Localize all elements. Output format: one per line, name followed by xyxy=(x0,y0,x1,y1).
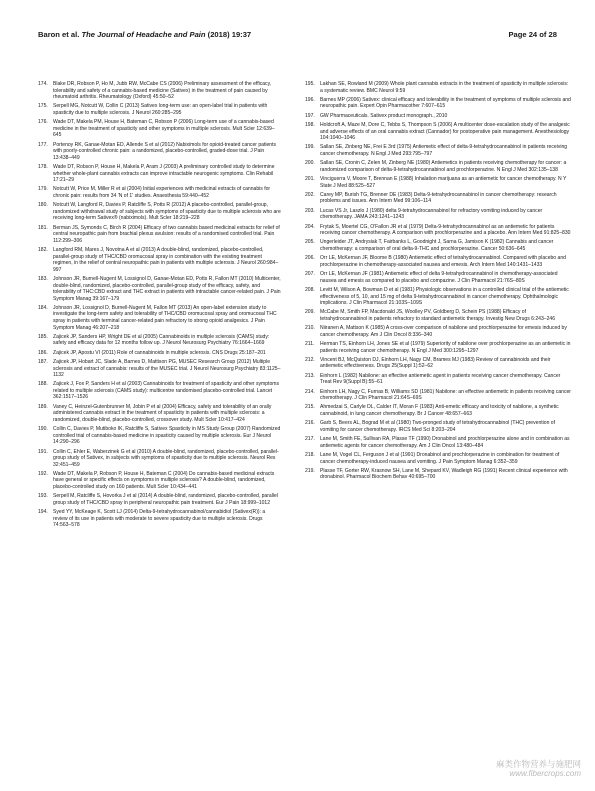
page-number: Page 24 of 28 xyxy=(508,30,557,39)
reference-number: 189. xyxy=(38,403,48,410)
reference-text: Levitt M, Wilson A, Bowman D et al (1981) Physiologic observations in a controlled clinical trial of the antiemetic effectiveness of 5, 10, and 15 mg of delta 9-tetrahydrocannabinol in cancer chemotherapy. Ophthalmologic implications. J Clin Pharmacol 21:103S–109S xyxy=(320,286,569,307)
reference-item xyxy=(38,359,281,379)
reference-text: Zajicek JP, Sanders HP, Wright DE et al (2005) Cannabinoids in multiple sclerosis (CAMS) study: safety and efficacy data for 12 months follow up. J Neurol Neurosurg Psychiatry 76:1664–1669 xyxy=(53,333,270,347)
reference-item xyxy=(305,389,571,402)
reference-number: 194. xyxy=(38,509,48,516)
reference-number: 214. xyxy=(305,388,315,395)
reference-text: Zajicek JP, Hobart JC, Slade A, Barnes D, Mattison PG, MUSEC Research Group (2012) Multiple sclerosis and extract of cannabis: results of the MUSEC trial. J Neurol Neurosurg Psychiatry 83:1125–1132 xyxy=(53,358,281,379)
reference-text: Niiranen A, Mattson K (1985) A cross-over comparison of nabilone and prochlorperazine for emesis induced by cancer chemotherapy. Am J Clin Oncol 8:336–340 xyxy=(320,325,567,338)
reference-text: Wade DT, Robson P, House H, Makela P, Aram J (2003) A preliminary controlled study to determine whether whole-plant cannabis extracts can improve intractable neurogenic symptoms. Clin Rehabil 17:21–29 xyxy=(53,164,275,184)
reference-number: 195. xyxy=(305,81,315,87)
reference-number: 210. xyxy=(305,325,315,332)
reference-text: Carey MP, Burish TG, Brenner DE (1983) Delta-9-tetrahydrocannabinol in cancer chemotherapy: research problems and issues. Ann Intern Med 99:106–114 xyxy=(320,191,557,205)
references-left-column xyxy=(38,81,281,532)
reference-item xyxy=(38,305,281,331)
reference-text: Ungerleider JT, Andrysiak T, Fairbanks L, Goodnight J, Sarna G, Jamison K (1982) Cannabis and cancer chemotherapy: a comparison of oral delta-9-THC and prochlorperazine. Cancer 50:636–645 xyxy=(320,239,554,252)
reference-text: Barnes MP (2006) Sativex: clinical efficacy and tolerability in the treatment of symptoms of multiple sclerosis and neuropathic pain. Expert Opin Pharmacother 7:607–615 xyxy=(320,96,571,110)
reference-text: Zajicek JP, Apostu VI (2011) Role of cannabinoids in multiple sclerosis. CNS Drugs 25:187–201 xyxy=(53,349,266,356)
reference-number: 203. xyxy=(305,207,315,214)
reference-item xyxy=(38,381,281,401)
reference-number: 186. xyxy=(38,349,48,356)
reference-text: GW Pharmaceuticals. Sativex product monograph., 2010 xyxy=(320,112,448,119)
reference-number: 211. xyxy=(305,341,315,348)
reference-item xyxy=(305,357,571,370)
reference-number: 215. xyxy=(305,404,315,411)
reference-text: Wade DT, Makela P, Robson P, House H, Bateman C (2004) Do cannabis-based medicinal extracts have general or specific effects on symptoms in multiple sclerosis? A double-blind, randomized, placebo-controlled study on 160 patients. Mult Scler 10:434–441 xyxy=(53,470,275,491)
reference-item xyxy=(305,239,571,252)
reference-text: Notcutt W, Price M, Miller R et al (2004) Initial experiences with medicinal extracts of cannabis for chronic pain: results from 34 'N of 1' studies. Anaesthesia 59:440–452 xyxy=(53,186,271,199)
reference-item xyxy=(38,142,281,162)
reference-item xyxy=(38,164,281,184)
reference-text: Serpell MG, Notcutt W, Collin C (2013) Sativex long-term use: an open-label trial in patients with spasticity due to multiple sclerosis. J Neurol 260:285–295 xyxy=(53,103,268,116)
header-journal: The Journal of Headache and Pain xyxy=(81,30,206,39)
reference-text: Holdcroft A, Maze M, Dore C, Tebbs S, Thompson S (2006) A multicenter dose-escalation study of the analgesic and adverse effects of an oral cannabis extract (Cannador) for postoperative pain management. Anesthesiology 104:1040–1046 xyxy=(320,121,570,142)
reference-item xyxy=(305,373,571,386)
reference-item xyxy=(305,208,571,221)
reference-item xyxy=(305,271,571,284)
reference-text: Syed YY, McKeage K, Scott LJ (2014) Delta-9-tetrahydrocannabinol/cannabidiol (Sativex(R)): a review of its use in patients with moderate to severe spasticity due to multiple sclerosis. Drugs 74:563–578 xyxy=(53,509,266,529)
reference-item xyxy=(38,426,281,446)
reference-text: Zajicek J, Fox P, Sanders H et al (2003) Cannabinoids for treatment of spasticity and other symptoms related to multiple sclerosis (CAMS study): multicentre randomised placebo-controlled trial. Lancet 362:1517–1526 xyxy=(53,381,280,401)
reference-text: Herman TS, Einhorn LH, Jones SE et al (1979) Superiority of nabilone over prochlorperazine as an antiemetic in patients receiving cancer chemotherapy. N Engl J Med 300:1295–1297 xyxy=(320,341,571,354)
reference-item xyxy=(305,144,571,157)
reference-item xyxy=(38,404,281,424)
reference-item xyxy=(38,509,281,529)
reference-number: 178. xyxy=(38,164,48,171)
watermark xyxy=(496,759,581,779)
reference-text: Johnson JR, Lossignol D, Burnell-Nugent M, Fallon MT (2013) An open-label extension study to investigate the long-term safety and tolerability of THC/CBD oromucosal spray and oromucosal THC spray in patients with terminal cancer-related pain refractory to strong opioid analgesics. J Pain Symptom Manag 46:207–218 xyxy=(53,304,277,331)
header-authors: Baron et al. xyxy=(38,30,80,39)
reference-text: Notcutt W, Langford R, Davies P, Ratcliffe S, Potts R (2012) A placebo-controlled, parallel-group, randomized withdrawal study of subjects with symptoms of spasticity due to multiple sclerosis who are receiving long-term Sativex® (nabiximols). Mult Scler 18:219–228 xyxy=(53,202,281,222)
reference-text: Johnson JR, Burnell-Nugent M, Lossignol D, Ganae-Motan ED, Potts R, Fallon MT (2010) Multicenter, double-blind, randomized, placebo-controlled, parallel-group study of the efficacy, safety, and tolerability of THC:CBD extract and THC extract in patients with intractable cancer-related pain. J Pain Symptom Manag 39:167–179 xyxy=(53,275,281,302)
reference-text: Collin C, Davies P, Mutiboko IK, Ratcliffe S, Sativex Spasticity in MS Study Group (2007) Randomized controlled trial of cannabis-based medicine in spasticity caused by multiple sclerosis. Eur J Neurol 14:290–296 xyxy=(53,426,281,446)
reference-number: 198. xyxy=(305,121,315,128)
reference-item xyxy=(38,81,281,101)
reference-item xyxy=(38,449,281,469)
reference-item xyxy=(305,341,571,354)
references-body xyxy=(38,81,571,771)
reference-number: 197. xyxy=(305,112,315,119)
reference-item xyxy=(305,122,571,142)
reference-item xyxy=(38,471,281,491)
reference-number: 185. xyxy=(38,333,48,340)
reference-text: McCabe M, Smith FP, Macdonald JS, Woolley PV, Goldberg D, Schein PS (1988) Efficacy of tetrahydrocannabinol in patients refractory to standard antiemetic therapy. Investig New Drugs 6:243–246 xyxy=(320,309,556,322)
reference-number: 204. xyxy=(305,223,315,230)
reference-text: Vincent BJ, McQuiston DJ, Einhorn LH, Nagy CM, Brames MJ (1983) Review of cannabinoids and their antiemetic effectiveness. Drugs 25(Suppl 1):52–62 xyxy=(320,356,551,370)
reference-number: 212. xyxy=(305,356,315,363)
references-right-column xyxy=(305,81,571,484)
watermark-title: 麻类作物营养与施肥网 xyxy=(495,759,581,769)
reference-number: 174. xyxy=(38,81,48,87)
reference-number: 175. xyxy=(38,103,48,110)
reference-text: Garb S, Beers AL, Bograd M et al (1980) Two-pronged study of tetrahydrocannabinol (THC) prevention of vomiting for cancer chemotherapy. IRCS Med Sci 8:203–204 xyxy=(320,420,555,433)
reference-item xyxy=(38,350,281,357)
reference-item xyxy=(305,255,571,268)
reference-item xyxy=(305,81,571,94)
reference-item xyxy=(305,192,571,205)
reference-item xyxy=(305,113,571,120)
reference-text: Vaney C, Heinzel-Gutenbrunner M, Jobin P et al (2004) Efficacy, safety and tolerability of an orally administered cannabis extract in the treatment of spasticity in patients with multiple sclerosis: a randomized, double-blind, placebo-controlled, crossover study. Mult Scler 10:417–424 xyxy=(53,403,272,423)
reference-item xyxy=(38,103,281,116)
reference-number: 176. xyxy=(38,119,48,126)
reference-text: Langford RM, Mares J, Novotna A et al (2013) A double-blind, randomized, placebo-controlled, parallel-group study of THC/CBD oromucosal spray in combination with the existing treatment regimen, in the relief of central neuropathic pain in patients with multiple sclerosis. J Neurol 260:984–997 xyxy=(53,247,279,273)
reference-number: 200. xyxy=(305,160,315,167)
reference-text: Lane M, Vogel CL, Ferguson J et al (1991) Dronabinol and prochlorperazine in combination for treatment of cancer chemotherapy-induced nausea and vomiting. J Pain Symptom Manag 6:352–359 xyxy=(320,451,560,465)
reference-item xyxy=(38,276,281,302)
reference-item xyxy=(305,420,571,433)
reference-item xyxy=(305,176,571,189)
reference-text: Serpell M, Ratcliffe S, Hovorka J et al (2014) A double-blind, randomized, placebo-controlled, parallel group study of THC/CBD spray in peripheral neuropathic pain treatment. Eur J Pain 18:999–1012 xyxy=(53,493,278,506)
reference-number: 188. xyxy=(38,381,48,388)
reference-item xyxy=(38,186,281,199)
reference-number: 183. xyxy=(38,275,48,282)
reference-number: 199. xyxy=(305,144,315,151)
reference-text: Ahmedzai S, Carlyle DL, Calder IT, Moran F (1983) Anti-emetic efficacy and toxicity of nabilone, a synthetic cannabinoid, in lung cancer chemotherapy. Br J Cancer 48:657–663 xyxy=(320,404,559,417)
reference-number: 196. xyxy=(305,96,315,103)
reference-number: 202. xyxy=(305,191,315,198)
reference-number: 201. xyxy=(305,176,315,183)
reference-text: Lakhan SE, Rowland M (2009) Whole plant cannabis extracts in the treatment of spasticity in multiple sclerosis: a systematic review. BMC Neurol 9:59 xyxy=(320,81,569,94)
reference-number: 187. xyxy=(38,358,48,365)
reference-item xyxy=(38,334,281,347)
reference-item xyxy=(38,247,281,273)
reference-item xyxy=(305,309,571,322)
reference-text: Orr LE, McKernan JF (1981) Antiemetic effect of delta 9-tetrahydrocannabinol in chemotherapy-associated nausea and emesis as compared to placebo and compazine. J Clin Pharmacol 21:76S–80S xyxy=(320,271,558,284)
reference-text: Vinciguerra V, Moore T, Brennan E (1988) Inhalation marijuana as an antiemetic for cancer chemotherapy. N Y State J Med 88:525–527 xyxy=(320,176,567,189)
reference-text: Blake DR, Robson P, Ho M, Jubb RW, McCabe CS (2006) Preliminary assessment of the efficacy, tolerability and safety of a cannabis-based medicine (Sativex) in the treatment of pain caused by rheumatoid arthritis. Rheumatology (Oxford) 45:50–52 xyxy=(53,81,272,101)
reference-item xyxy=(305,404,571,417)
reference-text: Einhorn L (1982) Nabilone: an effective antiemetic agent in patients receiving cancer chemotherapy. Cancer Treat Rev 9(Suppl B):55–61 xyxy=(320,372,561,386)
reference-number: 209. xyxy=(305,309,315,316)
reference-item xyxy=(305,287,571,307)
reference-number: 177. xyxy=(38,141,48,148)
reference-number: 180. xyxy=(38,202,48,209)
reference-number: 182. xyxy=(38,247,48,254)
reference-text: Sallan SE, Zinberg NE, Frei E 3rd (1975) Antiemetic effect of delta-9-tetrahydrocannabinol in patients receiving cancer chemotherapy. N Engl J Med 293:795–797 xyxy=(320,144,568,157)
reference-text: Collin C, Ehler E, Waberzinek G et al (2010) A double-blind, randomized, placebo-controlled, parallel-group study of Sativex, in subjects with symptoms of spasticity due to multiple sclerosis. Neurol Res 32:451–459 xyxy=(53,448,279,468)
reference-text: Frytak S, Moertel CG, O'Fallon JR et al (1979) Delta-9-tetrahydrocannabinol as an antiemetic for patients receiving cancer chemotherapy. A comparison with prochlorperazine and a placebo. Ann Intern Med 91:825–830 xyxy=(320,223,571,237)
reference-number: 216. xyxy=(305,420,315,427)
reference-text: Orr LE, McKernan JF, Bloome B (1980) Antiemetic effect of tetrahydrocannabinol. Compared with placebo and prochlorperazine in chemotherapy-associated nausea and emesis. Arch Intern Med 140:1431–1433 xyxy=(320,255,566,268)
reference-text: Berman JS, Symonds C, Birch R (2004) Efficacy of two cannabis based medicinal extracts for relief of central neuropathic pain from brachial plexus avulsion: results of a randomised controlled trial. Pain 112:299–306 xyxy=(53,224,280,244)
reference-item xyxy=(38,493,281,506)
reference-item xyxy=(38,202,281,222)
watermark-url: www.fibercrops.com xyxy=(509,769,581,778)
reference-item xyxy=(305,436,571,449)
reference-number: 219. xyxy=(305,467,315,474)
reference-number: 181. xyxy=(38,224,48,231)
reference-item xyxy=(305,468,571,481)
reference-item xyxy=(305,452,571,465)
reference-number: 191. xyxy=(38,448,48,455)
reference-number: 207. xyxy=(305,271,315,278)
reference-number: 192. xyxy=(38,470,48,477)
reference-text: Einhorn LH, Nagy C, Furnas B, Williams SD (1981) Nabilone: an effective antiemetic in patients receiving cancer chemotherapy. J Clin Pharmacol 21:64S–69S xyxy=(320,388,571,402)
reference-number: 208. xyxy=(305,286,315,293)
reference-number: 205. xyxy=(305,239,315,246)
reference-item xyxy=(305,97,571,110)
header-citation: (2018) 19:37 xyxy=(207,30,252,39)
page-header xyxy=(38,30,557,44)
reference-text: Plasse TF, Gorter RW, Krasnow SH, Lane M, Shepard KV, Wadleigh RG (1991) Recent clinical experience with dronabinol. Pharmacol Biochem Behav 40:695–700 xyxy=(320,467,568,481)
reference-item xyxy=(305,224,571,237)
running-head xyxy=(38,30,251,39)
reference-number: 179. xyxy=(38,186,48,193)
reference-text: Sallan SE, Cronin C, Zelen M, Zinberg NE (1980) Antiemetics in patients receiving chemotherapy for cancer: a randomized comparison of delta-9-tetrahydrocannabinol and prochlorperazine. N Engl J Med 302:135–138 xyxy=(320,160,567,173)
reference-text: Lucas VS Jr, Laszlo J (1980) delta 9-tetrahydrocannabinol for refractory vomiting induced by cancer chemotherapy. JAMA 243:1241–1243 xyxy=(320,207,543,221)
reference-text: Lane M, Smith FE, Sullivan RA, Plasse TF (1990) Dronabinol and prochlorperazine alone and in combination as antiemetic agents for cancer chemotherapy. Am J Clin Oncol 13:480–484 xyxy=(320,436,570,449)
reference-item xyxy=(38,119,281,139)
reference-item xyxy=(305,325,571,338)
reference-number: 213. xyxy=(305,372,315,379)
reference-item xyxy=(305,160,571,173)
reference-number: 206. xyxy=(305,255,315,262)
reference-number: 217. xyxy=(305,436,315,443)
reference-item xyxy=(38,225,281,245)
reference-number: 190. xyxy=(38,426,48,433)
reference-number: 218. xyxy=(305,451,315,458)
reference-text: Wade DT, Makela PM, House H, Bateman C, Robson P (2006) Long-term use of a cannabis-based medicine in the treatment of spasticity and other symptoms in multiple sclerosis. Mult Scler 12:639–645 xyxy=(53,119,275,139)
reference-number: 184. xyxy=(38,304,48,311)
reference-text: Portenoy RK, Ganae-Motan ED, Allende S et al (2012) Nabiximols for opioid-treated cancer patients with poorly-controlled chronic pain: a randomized, placebo-controlled, graded-dose trial. J Pain 13:438–449 xyxy=(53,141,277,161)
reference-number: 193. xyxy=(38,493,48,500)
